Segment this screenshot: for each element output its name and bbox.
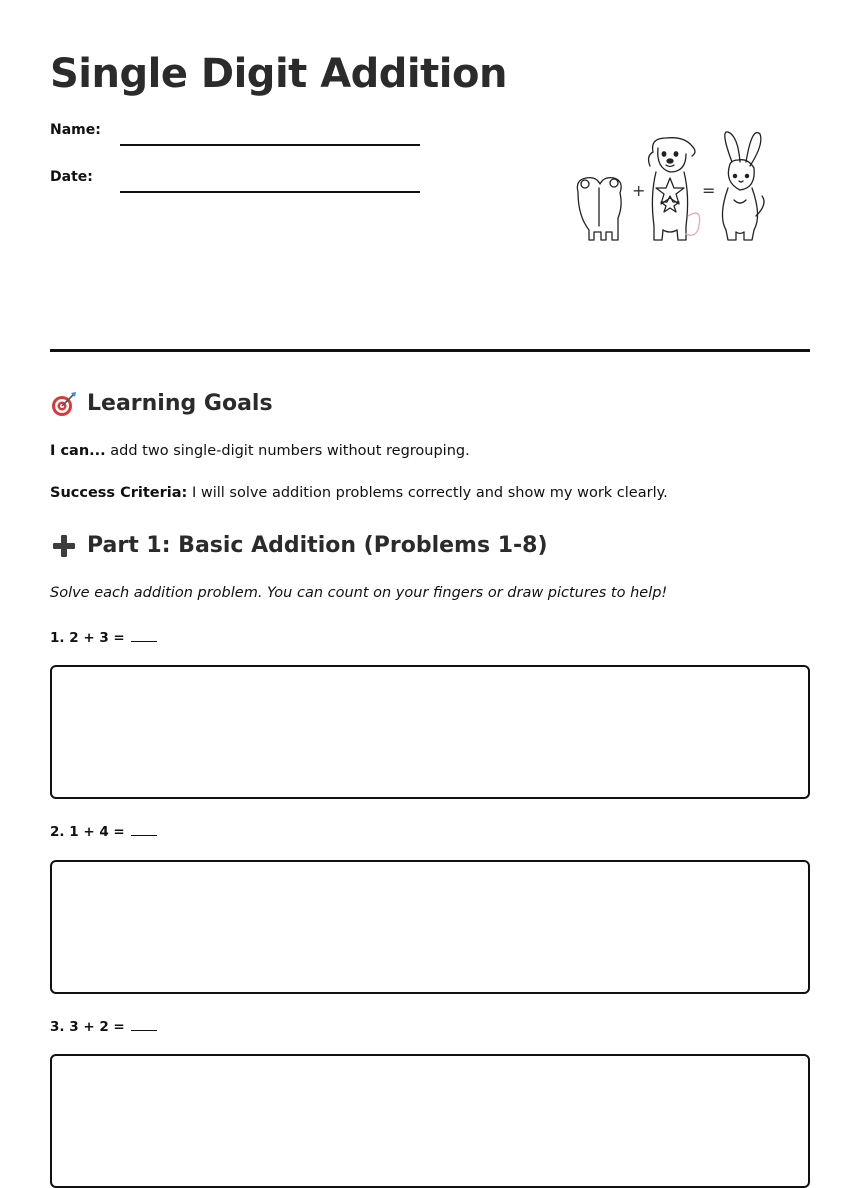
problem-2-text: 2. 1 + 4 = [50, 824, 125, 840]
problem-2-blank[interactable] [131, 823, 157, 836]
i-can-label: I can... [50, 443, 106, 459]
target-icon [50, 390, 78, 418]
illustration-plus-sign: + [632, 181, 646, 200]
success-criteria-label: Success Criteria: [50, 485, 188, 501]
problem-1-answer-box[interactable] [50, 665, 810, 799]
learning-goals-heading [50, 389, 273, 419]
problem-2-label [50, 822, 157, 842]
problem-3-answer-box[interactable] [50, 1054, 810, 1188]
animals-addition-illustration [570, 126, 780, 250]
part1-heading [50, 531, 548, 561]
problem-1-label [50, 628, 157, 648]
problem-1-blank[interactable] [131, 629, 157, 642]
rabbit-drawing [722, 132, 764, 240]
name-write-line[interactable] [120, 144, 420, 146]
illustration-equals-sign: = [702, 181, 716, 200]
date-field-row [50, 165, 420, 195]
problem-3-blank[interactable] [131, 1018, 157, 1031]
i-can-text: add two single-digit numbers without regrouping. [105, 443, 470, 459]
problem-2-answer-box[interactable] [50, 860, 810, 994]
problem-3-text: 3. 3 + 2 = [50, 1019, 125, 1035]
part1-heading-text: Part 1: Basic Addition (Problems 1-8) [87, 533, 548, 558]
dog-drawing [649, 138, 700, 240]
date-write-line[interactable] [120, 191, 420, 193]
cat-back-drawing [577, 178, 621, 240]
problem-3-label [50, 1017, 157, 1037]
name-field-row [50, 118, 420, 148]
learning-goals-heading-text: Learning Goals [87, 391, 273, 416]
success-criteria-statement [50, 483, 668, 503]
header-divider [50, 349, 810, 352]
success-criteria-text: I will solve addition problems correctly and show my work clearly. [187, 485, 668, 501]
date-label: Date: [50, 169, 93, 185]
i-can-statement [50, 441, 470, 461]
name-label: Name: [50, 122, 101, 138]
plus-icon [50, 532, 78, 560]
part1-instructions: Solve each addition problem. You can count on your fingers or draw pictures to help! [50, 585, 668, 601]
problem-1-text: 1. 2 + 3 = [50, 630, 125, 646]
page-title: Single Digit Addition [50, 51, 507, 97]
